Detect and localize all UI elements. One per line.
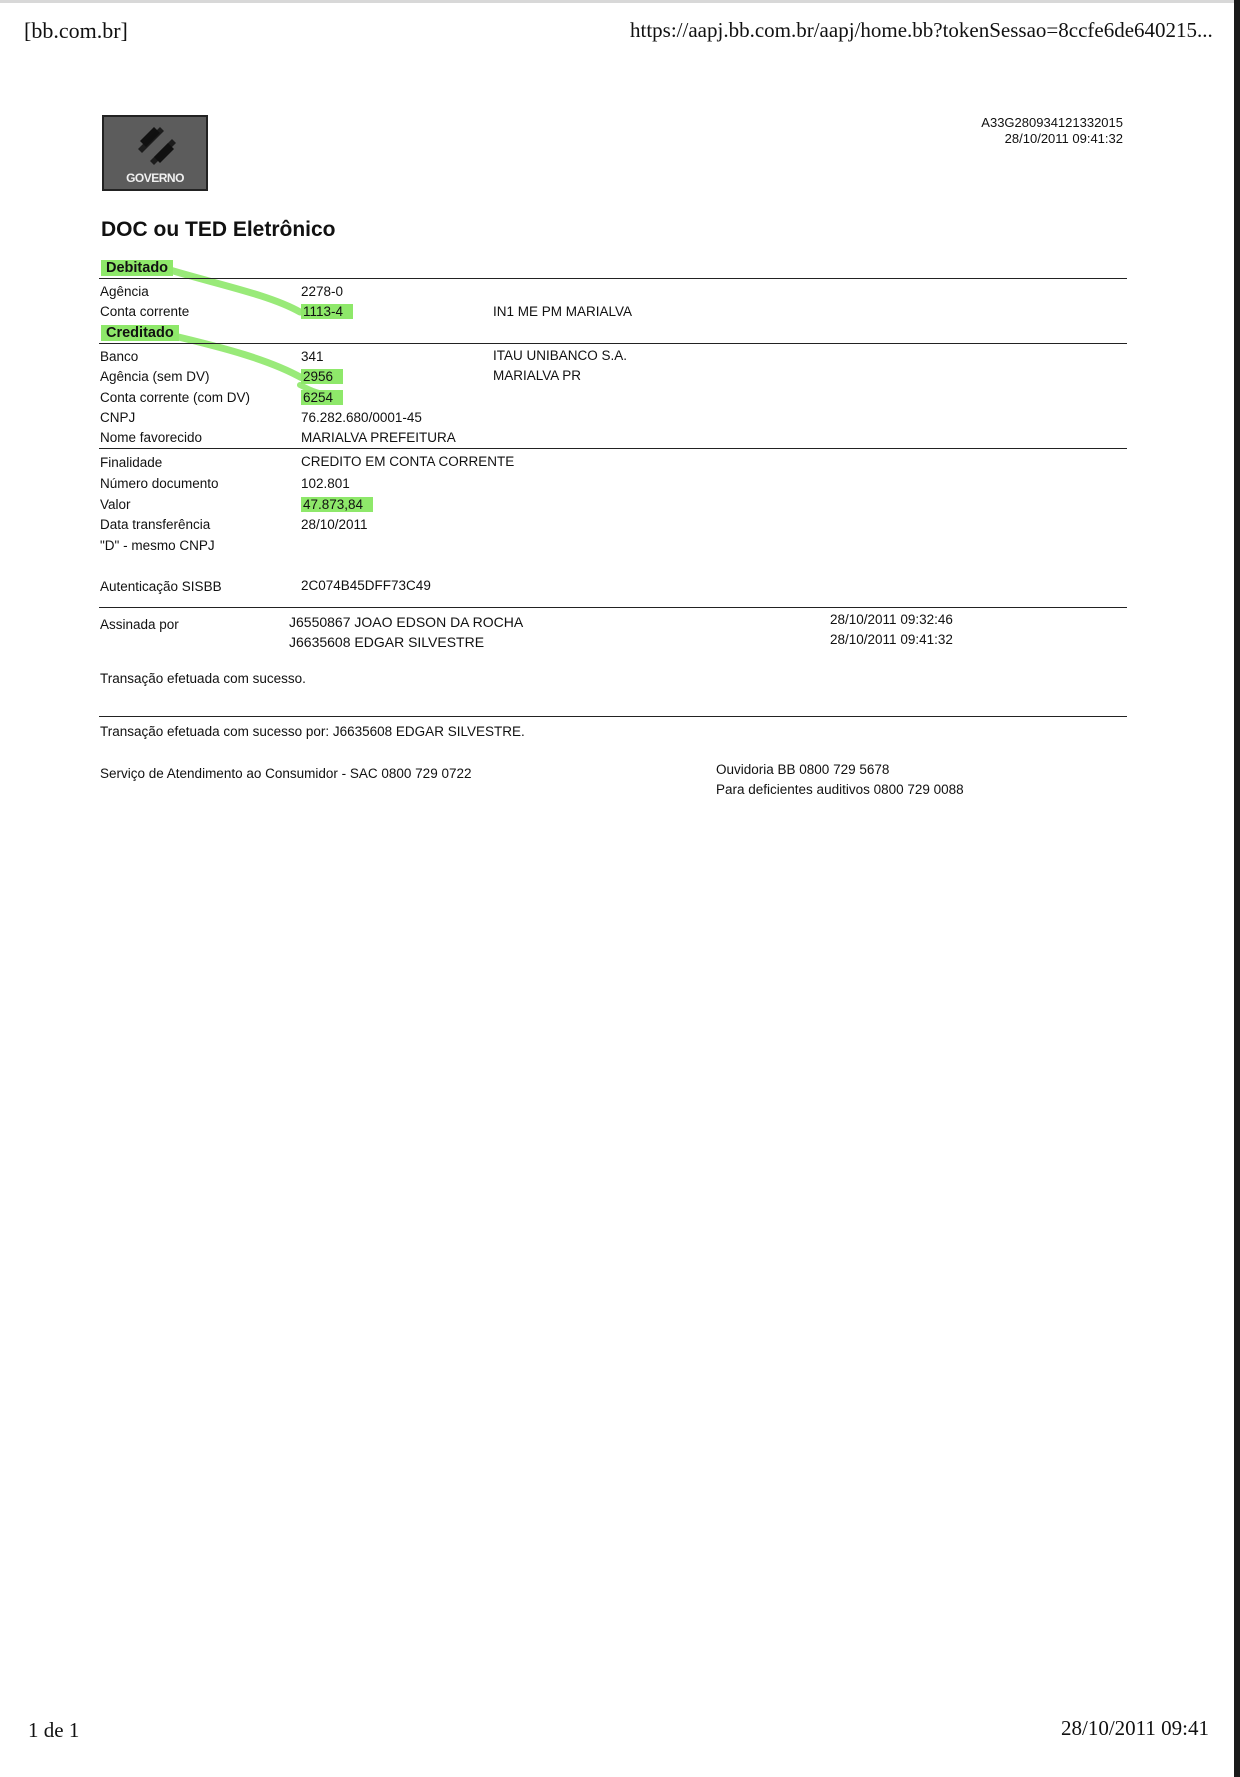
signer-name: J6550867 JOAO EDSON DA ROCHA — [289, 614, 524, 630]
credit-banco-nome: ITAU UNIBANCO S.A. — [493, 348, 628, 363]
documento-label: Número documento — [100, 476, 219, 491]
status-message-by: Transação efetuada com sucesso por: J6635608 EDGAR SILVESTRE. — [100, 724, 525, 739]
credit-cnpj-value: 76.282.680/0001-45 — [301, 410, 422, 425]
page-title: DOC ou TED Eletrônico — [101, 218, 336, 241]
data-transferencia-value: 28/10/2011 — [301, 517, 368, 532]
autenticacao-label: Autenticação SISBB — [100, 579, 222, 594]
mesmo-cnpj-label: "D" - mesmo CNPJ — [100, 538, 215, 553]
logo-label: GOVERNO — [126, 171, 184, 185]
credit-conta-value — [301, 390, 343, 405]
transaction-datetime: 28/10/2011 09:41:32 — [1004, 131, 1123, 146]
data-transferencia-label: Data transferência — [100, 517, 211, 532]
credit-cnpj-label: CNPJ — [100, 410, 136, 425]
transaction-code-block — [981, 115, 1123, 147]
debit-conta-text: 1113-4 — [301, 304, 353, 319]
print-site: [bb.com.br] — [24, 18, 128, 43]
finalidade-value: CREDITO EM CONTA CORRENTE — [301, 454, 515, 469]
valor-text: 47.873,84 — [301, 497, 373, 512]
bb-logo — [102, 115, 208, 191]
autenticacao-value: 2C074B45DFF73C49 — [301, 578, 431, 593]
print-datetime: 28/10/2011 09:41 — [1061, 1716, 1209, 1740]
signer-datetime: 28/10/2011 09:32:46 — [830, 612, 953, 627]
credit-conta-text: 6254 — [301, 390, 343, 405]
debit-titular: IN1 ME PM MARIALVA — [493, 304, 633, 319]
valor-value — [301, 497, 373, 512]
transaction-code: A33G280934121332015 — [981, 115, 1123, 130]
credit-agencia-cidade: MARIALVA PR — [493, 368, 582, 383]
ouvidoria-contact: Ouvidoria BB 0800 729 5678 — [716, 762, 890, 777]
banco-do-brasil-icon — [134, 123, 180, 167]
assinada-por-label: Assinada por — [100, 617, 179, 632]
section-debitado: Debitado — [101, 260, 173, 276]
credit-agencia-value — [301, 369, 343, 384]
debit-agencia-value: 2278-0 — [301, 284, 344, 299]
credit-banco-value: 341 — [301, 349, 324, 364]
credit-conta-label: Conta corrente (com DV) — [100, 390, 251, 405]
valor-label: Valor — [100, 497, 131, 512]
credit-favorecido-value: MARIALVA PREFEITURA — [301, 430, 456, 445]
credit-agencia-text: 2956 — [301, 369, 343, 384]
divider — [99, 343, 1127, 344]
divider — [99, 716, 1127, 717]
documento-value: 102.801 — [301, 476, 350, 491]
section-creditado: Creditado — [101, 325, 179, 341]
divider — [99, 607, 1127, 608]
debit-agencia-label: Agência — [100, 284, 149, 299]
sac-contact: Serviço de Atendimento ao Consumidor - SAC 0800 729 0722 — [100, 766, 472, 781]
credit-agencia-label: Agência (sem DV) — [100, 369, 210, 384]
status-message: Transação efetuada com sucesso. — [100, 671, 306, 686]
credit-banco-label: Banco — [100, 349, 139, 364]
debit-conta-label: Conta corrente — [100, 304, 190, 319]
print-page-counter: 1 de 1 — [28, 1718, 80, 1742]
deficientes-contact: Para deficientes auditivos 0800 729 0088 — [716, 782, 964, 797]
signer-datetime: 28/10/2011 09:41:32 — [830, 632, 953, 647]
divider — [99, 278, 1127, 279]
credit-favorecido-label: Nome favorecido — [100, 430, 203, 445]
divider — [99, 448, 1127, 449]
debit-conta-value — [301, 304, 353, 319]
finalidade-label: Finalidade — [100, 455, 163, 470]
print-url: https://aapj.bb.com.br/aapj/home.bb?tokenSessao=8ccfe6de640215... — [630, 18, 1213, 42]
signer-name: J6635608 EDGAR SILVESTRE — [289, 634, 485, 650]
